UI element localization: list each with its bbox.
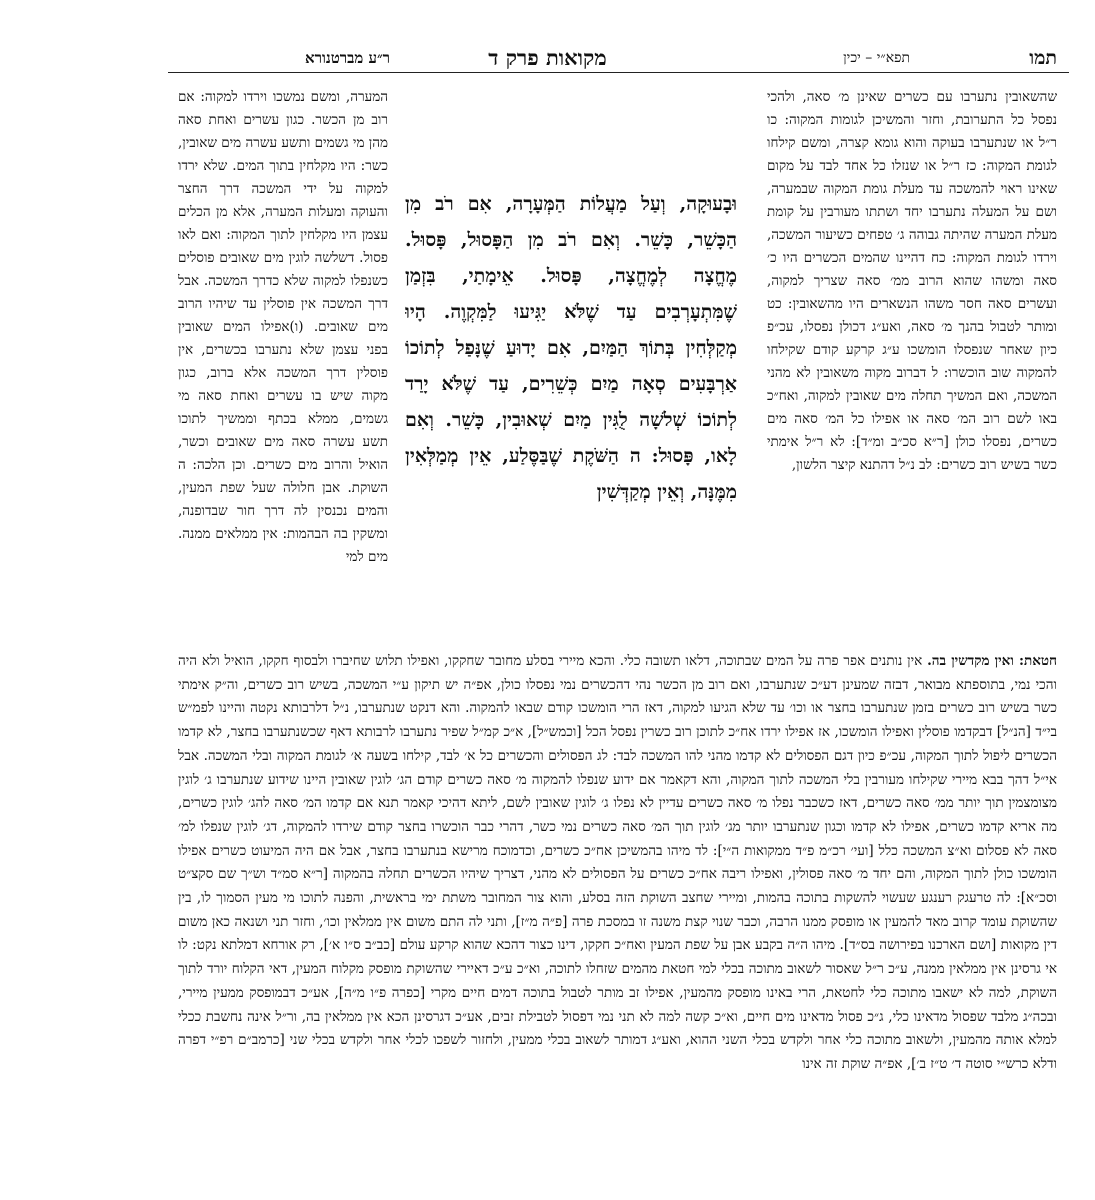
header-title: מקואות פרק ד — [488, 45, 607, 70]
mishnah-text: וּבָעוּקָה, וְעַל מַעֲלוֹת הַמְּעָרָה, אִם רֹב מִן הַכָּשֵׁר, כָּשֵׁר. וְאִם רֹב מִן הַפָּסוּל, פָּסוּל. מֶחֱצָה לְמֶחֱצָה, פָּסוּל. אֵימָתַי, בִּזְמַן שֶׁמִּתְעָרְבִים עַד שֶׁלֹּא יַגִּיעוּ לַמִּקְוֶה. הָיוּ מְקַלְּחִין בְּתוֹךְ הַמַּיִם, אִם יָדוּעַ שֶׁנָּפַל לְתוֹכוֹ אַרְבָּעִים סְאָה מַיִם כְּשֵׁרִים, עַד שֶׁלֹּא יָרַד לְתוֹכוֹ שְׁלשָׁה לֻגִּין מַיִם שְׁאוּבִין, כָּשֵׁר. וְאִם לָאו, פָּסוּל: ה הַשֹּׁקֶת שֶׁבַּסֶּלַע, אֵין מְמַלְּאִין מִמֶּנָּה, וְאֵין מְקַדְּשִׁין — [405, 193, 737, 503]
bottom-commentary-lead: חטאת: ואין מקדשין בה. — [927, 653, 1057, 669]
header-rule — [168, 72, 1069, 73]
left-commentary: המערה, ומשם נמשכו וירדו למקוה: אם רוב מן הכשר. כגון עשרים ואחת סאה מהן מי גשמים ותשע עשרה מים שאובין, כשר: היו מקלחין בתוך המים. שלא ירדו למקוה על ידי המשכה דרך החצר והעוקה ומעלות המערה, אלא מן הכלים עצמן היו מקלחין לתוך המקוה: ואם לאו פסול. דשלשה לוגין מים שאובים פוסלים כשנפלו למקוה שלא כדרך המשכה. אבל דרך המשכה אין פוסלין עד שיהיו הרוב מים שאובים. (ו)אפילו המים שאובין בפני עצמן שלא נתערבו בכשרים, אין פוסלין דרך המשכה אלא ברוב, כגון מקוה שיש בו עשרים ואחת סאה מי גשמים, ממלא בכתף וממשיך לתוכו תשע עשרה סאה מים שאובים וכשר, הואיל והרוב מים כשרים. וכן הלכה: ה השוקת. אבן חלולה שעל שפת המעין, והמים נכנסין לה דרך חור שבדופנה, ומשקין בה הבהמות: אין ממלאים ממנה. מים למי — [178, 89, 388, 565]
right-commentary: שהשאובין נתערבו עם כשרים שאינן מ׳ סאה, ולהכי נפסל כל התערובת, וחזר והמשיכן לגומות המקוה: כו ר״ל או שנתערבו בעוקה והוא גומא קצרה, ומשם קילחו לגומת המקוה: כז ר״ל או שנזלו כל אחד לבד על מקום שאינו ראוי להמשכה עד מעלת גומת המקוה שבמערה, ושם על המעלה נתערבו יחד ושתתו מעורבין על קומת מעלת המערה שהיתה גבוהה ג׳ טפחים כשיעור המשכה, וירדו לגומת המקוה: כח דהיינו שהמים הכשרים היו כ׳ סאה ומשהו שהוא הרוב ממ׳ סאה שצריך למקוה, ועשרים סאה חסר משהו הנשארים היו מהשאובין: כט ומותר לטבול בהנך מ׳ סאה, ואע״ג דכולן נפסלו, עכ״פ כיון שאחר שנפסלו הומשכו ע״ג קרקע קודם שקילחו להמקוה שוב הוכשרו: ל דברוב מקוה משאובין לא מהני המשכה, ואם המשיך תחלה מים שאובין למקוה, ואח״כ באו לשם רוב המ׳ סאה או אפילו כל המ׳ סאה מים כשרים, נפסלו כולן [ר״א סכ״ב ומ״ד]: לא ר״ל אימתי כשר בשיש רוב כשרים: לב נ״ל דהתנא קיצר הלשון, — [767, 89, 1057, 473]
bottom-commentary — [178, 650, 1057, 1180]
header-left-label: ר״ע מברטנורא — [305, 49, 391, 67]
header-right-label: תפא״י – יכין — [843, 50, 910, 66]
page-number: תמו — [1029, 47, 1057, 69]
bottom-commentary-text: אין נותנים אפר פרה על המים שבתוכה, דלאו תשובה כלי. והכא מיירי בסלע מחובר שחקקו, ואפילו תלוש שחיברו ולבסוף חקקו, הואיל ולא היה והכי נמי, בתוספתא מבואר, דבזה שמעינן דע״כ שנתערבו, ואם רוב מן הכשר נהי דהכשרים נמי נפסלו כולן, אפ״ה יש תיקון ע״י המשכה, בשיש רוב כשרים, וה״ק אימתי כשר בשיש רוב כשרים בזמן שנתערבו בחצר או וכו׳ עד שלא הגיעו למקוה, דאז הרי הומשכו קודם שבאו להמקוה. והא דנקט שנתערבו, נ״ל דלרבותא נקטה והיינו לפמ״ש בי״ד [הנ״ל] דבקדמו פוסלין ואפילו הומשכו, אז אפילו ירדו אח״כ לתוכן רוב כשרין נפסל הכל [וכמש״ל], א״כ קמ״ל שפיר נתערבו לרבותא דאף שכשנתערבו בחצר, לא קדמו הכשרים ליפול לתוך המקוה, עכ״פ כיון דגם הפסולים לא קדמו מהני להו המשכה לבד: לג הפסולים והכשרים כל א׳ לבד, קילחו בשעה א׳ לגומת המקוה ובלי המשכה. אבל אי״ל דהך בבא מיירי שקילחו מעורבין בלי המשכה לתוך המקוה, והא דקאמר אם ידוע שנפלו להמקוה מ׳ סאה כשרים קודם הג׳ לוגין שאובין היינו שידוע שנתערבו ג׳ לוגין מצומצמין תוך יותר ממ׳ סאה כשרים, דאז כשכבר נפלו מ׳ סאה כשרים עדיין לא נפלו ג׳ לוגין שאובין לשם, ליתא דהיכי קאמר תנא אם קדמו המ׳ סאה להג׳ לוגין כשרים, מה אריא קדמו כשרים, אפילו לא קדמו וכגון שנתערבו יותר מג׳ לוגין תוך המ׳ סאה כשרים נמי כשר, דהרי כבר הוכשרו בחצר קודם שירדו להמקוה, דג׳ לוגין שנפלו למ׳ סאה לא פסלום וא״צ המשכה כלל [ועי׳ רכ״מ פ״ד ממקואות ה״י]: לד מיהו בהמשיכן אח״כ כשרים, וכדמוכח מרישא בנתערבו בחצר, אבל אם היה המיעוט כשרים אפילו הומשכו כולן לתוך המקוה, והם יחד מ׳ סאה פסולין, ואפילו ריבה אח״כ כשרים על הפסולים לא מהני, דצריך שיהיו הכשרים תחלה בהמקוה [ר״א סמ״ד וש״ך שם סקצ״ט וסכ״א]: לה טרעגק רענגע שעשוי להשקות בתוכה בהמות, ומיירי שחצב השוקת הזה בסלע, והוא צור המחובר משתת ימי בראשית, והפנה לתוכו מי מעין הסמוך לו, בין שהשוקת עומד קרוב מאד להמעין או מופסק ממנו הרבה, וכבר שנוי קצת משנה זו במסכת פרה [פ״ה מ״ז], ותני לה התם משום אין ממלאין וכו׳, וחזר תני ושנאה כאן משום דין מקואות [ושם הארכנו בפירושה בס״ד]. מיהו ה״ה בקבע אבן על שפת המעין ואח״כ חקקו, דינו כצור דהכא שהוא קרקע עולם [כב״ב ס״ו א׳], רק אורחא דמלתא נקט: לו אי גרסינן אין ממלאין ממנה, ע״כ ר״ל שאסור לשאוב מתוכה בכלי למי חטאת מהמים שזחלו לתוכה, וא״כ ע״כ דאיירי שהשוקת מופסק מקלוח המעין, דאי הקלוח יורד לתוך השוקת, למה לא ישאבו מתוכה כלי לחטאת, הרי באינו מופסק מהמעין, אפילו זב מותר לטבול בתוכה דמים חיים מקרי [כפרה פ״ו מ״ה], אע״כ דבמופסק ממעין מיירי, ובכה״ג מלבד שפסול מדאינו כלי, ג״כ פסול מדאינו מים חיים, וא״כ קשה למה לא תני נמי דפסול לטבילת זבים, אע״כ דגרסינן הכא אין ממלאין בה, ור״ל אינה נחשבת ככלי למלא אותה מהמעין, ולשאוב מתוכה כלי אחר ולקדש בכלי השני ההוא, ואע״ג דמותר לשאוב בכלי ממעין, ולחזור לשפכו לכלי אחר ולקדש בכלי שני [כרמב״ם רפ״י דפרה ודלא כרש״י סוטה ד׳ ט״ז ב׳], אפ״ה שוקת זה אינו — [178, 653, 1057, 1072]
